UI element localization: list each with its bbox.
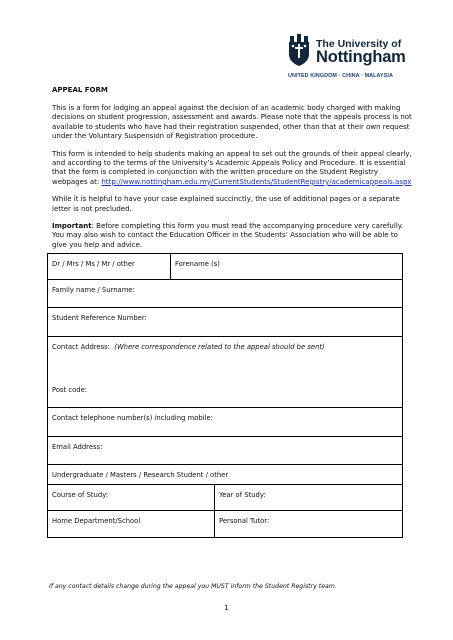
important-text: : Before completing this form you must read the accompanying procedure very carefully. You may also wish to contact the Education Officer in the Students’ Association who will be able to give you help and advice. bbox=[52, 222, 404, 249]
department-field[interactable]: Home Department/School bbox=[48, 511, 215, 538]
family-name-field[interactable]: Family name / Surname: bbox=[48, 280, 403, 308]
intro-section bbox=[52, 86, 412, 258]
paragraph-important bbox=[52, 222, 412, 250]
title-field[interactable]: Dr / Mrs / Ms / Mr / other bbox=[48, 254, 171, 280]
phone-field[interactable]: Contact telephone number(s) including mobile: bbox=[48, 408, 403, 437]
contact-address-note: (Where correspondence related to the appeal should be sent) bbox=[114, 343, 325, 351]
forename-field[interactable]: Forename (s) bbox=[171, 254, 403, 280]
email-field[interactable]: Email Address: bbox=[48, 437, 403, 465]
course-field[interactable]: Course of Study: bbox=[48, 485, 215, 511]
contact-address-field[interactable] bbox=[48, 337, 403, 408]
contact-change-note: If any contact details change during the appeal you MUST inform the Student Registry team. bbox=[49, 583, 337, 590]
logo-subtitle: UNITED KINGDOM · CHINA · MALAYSIA bbox=[288, 73, 394, 79]
personal-tutor-field[interactable]: Personal Tutor: bbox=[215, 511, 403, 538]
procedure-link[interactable]: http://www.nottingham.edu.my/CurrentStudents/StudentRegistry/academicappeals.aspx bbox=[101, 177, 412, 186]
paragraph-purpose: This is a form for lodging an appeal against the decision of an academic body charged with making decisions on student progression, assessment and awards. Please note that the appeals process is not available to students who have had their registration suspended, other than that at their own request under the Voluntary Suspension of Registration procedure. bbox=[52, 104, 412, 141]
student-reference-field[interactable]: Student Reference Number: bbox=[48, 308, 403, 337]
university-logo bbox=[286, 33, 421, 83]
post-code-label: Post code: bbox=[52, 386, 88, 394]
logo-line2: Nottingham bbox=[316, 48, 406, 66]
contact-address-label: Contact Address: bbox=[52, 343, 110, 351]
appeal-form-table bbox=[47, 253, 403, 538]
page-title: APPEAL FORM bbox=[52, 86, 108, 94]
study-level-field[interactable]: Undergraduate / Masters / Research Student / other bbox=[48, 465, 403, 485]
important-label: Important bbox=[52, 222, 92, 231]
logo-line1: The University of bbox=[316, 38, 402, 50]
year-of-study-field[interactable]: Year of Study: bbox=[215, 485, 403, 511]
paragraph-additional-pages: While it is helpful to have your case explained succinctly, the use of additional pages or a separate letter is not precluded. bbox=[52, 195, 400, 213]
guidance-text: This form is intended to help students making an appeal to set out the grounds of their appeal clearly, and according to the terms of the University’s Academic Appeals Policy and Procedure. It is essential that the form is completed in conjunction with the written procedure on the Student Registry webpages at: bbox=[52, 149, 412, 186]
paragraph-guidance bbox=[52, 150, 412, 188]
university-crest-icon bbox=[286, 33, 312, 67]
page-number: 1 bbox=[224, 604, 229, 612]
